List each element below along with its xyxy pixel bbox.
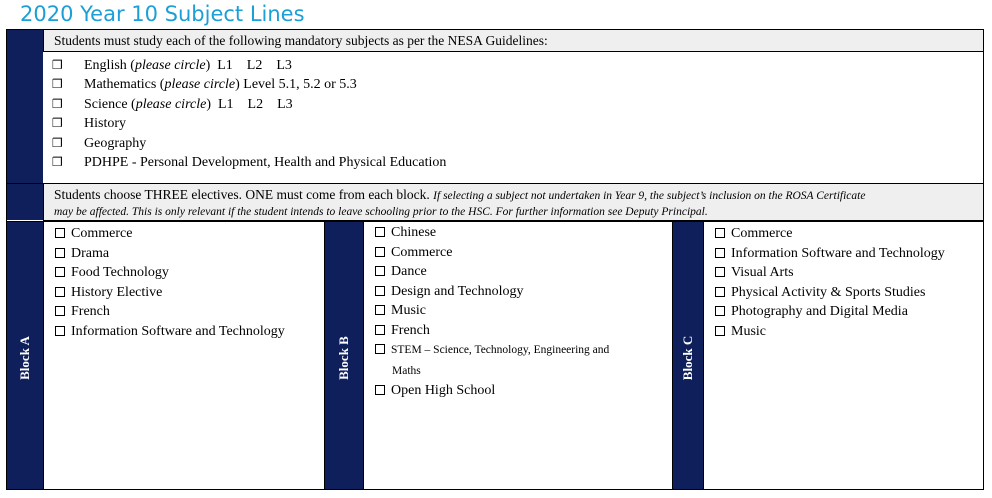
list-item[interactable]: Information Software and Technology — [715, 244, 945, 264]
checkbox-icon[interactable] — [715, 287, 725, 297]
list-item[interactable]: Dance — [375, 262, 609, 282]
left-navy-band — [7, 30, 43, 220]
block-b-list — [375, 223, 609, 401]
list-item[interactable]: Commerce — [715, 224, 945, 244]
checkbox-icon[interactable] — [55, 326, 65, 336]
checkbox-icon[interactable] — [375, 227, 385, 237]
checkbox-icon[interactable] — [715, 306, 725, 316]
electives-note-1: If selecting a subject not undertaken in Year 9, the subject’s inclusion on the ROSA Certificate — [433, 190, 866, 202]
block-c-label: Block C — [680, 335, 695, 381]
list-item[interactable]: Drama — [55, 244, 285, 264]
checkbox-icon[interactable] — [375, 247, 385, 257]
block-c-list — [715, 224, 945, 341]
mandatory-item-science[interactable]: ❒ Science (please circle) L1 L2 L3 — [52, 95, 446, 114]
electives-header-text: Students choose THREE electives. ONE must come from each block. — [54, 187, 430, 202]
checkbox-icon[interactable] — [715, 228, 725, 238]
checkbox-icon[interactable] — [55, 267, 65, 277]
checkbox-icon[interactable]: ❒ — [52, 154, 63, 169]
checkbox-icon[interactable]: ❒ — [52, 77, 63, 92]
list-item[interactable]: Music — [715, 322, 945, 342]
block-a-edge — [43, 222, 44, 489]
list-item-continued: Maths — [392, 364, 421, 377]
mandatory-header — [43, 30, 983, 52]
checkbox-icon[interactable] — [715, 326, 725, 336]
electives-header — [43, 184, 983, 221]
checkbox-icon[interactable] — [375, 266, 385, 276]
checkbox-icon[interactable] — [715, 248, 725, 258]
mandatory-header-text: Students must study each of the following mandatory subjects as per the NESA Guidelines: — [54, 33, 548, 48]
mandatory-item-geography[interactable]: ❒ Geography — [52, 134, 446, 153]
checkbox-icon[interactable]: ❒ — [52, 135, 63, 150]
block-a-label: Block A — [17, 336, 32, 380]
checkbox-icon[interactable] — [375, 325, 385, 335]
checkbox-icon[interactable] — [715, 267, 725, 277]
checkbox-icon[interactable] — [55, 248, 65, 258]
list-item[interactable]: Music — [375, 301, 609, 321]
checkbox-icon[interactable]: ❒ — [52, 96, 63, 111]
list-item[interactable]: Visual Arts — [715, 263, 945, 283]
checkbox-icon[interactable] — [55, 306, 65, 316]
checkbox-icon[interactable]: ❒ — [52, 58, 63, 72]
checkbox-icon[interactable] — [375, 385, 385, 395]
block-c-edge — [703, 222, 704, 489]
list-item[interactable]: Commerce — [375, 243, 609, 263]
list-item[interactable]: History Elective — [55, 283, 285, 303]
list-item[interactable]: STEM – Science, Technology, Engineering and — [375, 340, 609, 361]
checkbox-icon[interactable]: ❒ — [52, 116, 63, 131]
list-item[interactable]: French — [55, 302, 285, 322]
mandatory-list — [52, 56, 446, 172]
list-item[interactable]: Commerce — [55, 224, 285, 244]
block-b-label: Block B — [336, 336, 351, 380]
checkbox-icon[interactable] — [55, 228, 65, 238]
mandatory-item-english[interactable]: ❒ English (please circle) L1 L2 L3 — [52, 56, 446, 75]
list-item[interactable]: Chinese — [375, 223, 609, 243]
list-item[interactable]: French — [375, 321, 609, 341]
page-title: 2020 Year 10 Subject Lines — [20, 2, 305, 26]
mandatory-item-history[interactable]: ❒ History — [52, 114, 446, 133]
checkbox-icon[interactable] — [375, 305, 385, 315]
block-b-edge — [363, 222, 364, 489]
mandatory-item-pdhpe[interactable]: ❒ PDHPE - Personal Development, Health and Physical Education — [52, 153, 446, 172]
list-item[interactable]: Photography and Digital Media — [715, 302, 945, 322]
electives-note-2: may be affected. This is only relevant if the student intends to leave schooling prior to the HSC. For further information see Deputy Principal. — [54, 206, 708, 218]
checkbox-icon[interactable] — [375, 286, 385, 296]
checkbox-icon[interactable] — [375, 344, 385, 354]
mandatory-item-mathematics[interactable]: ❒ Mathematics (please circle) Level 5.1, 5.2 or 5.3 — [52, 75, 446, 94]
blocks-divider — [7, 221, 983, 222]
list-item[interactable]: Information Software and Technology — [55, 322, 285, 342]
list-item[interactable]: Food Technology — [55, 263, 285, 283]
list-item[interactable]: Design and Technology — [375, 282, 609, 302]
list-item[interactable]: Open High School — [375, 381, 609, 401]
checkbox-icon[interactable] — [55, 287, 65, 297]
block-a-list — [55, 224, 285, 341]
list-item[interactable]: Physical Activity & Sports Studies — [715, 283, 945, 303]
